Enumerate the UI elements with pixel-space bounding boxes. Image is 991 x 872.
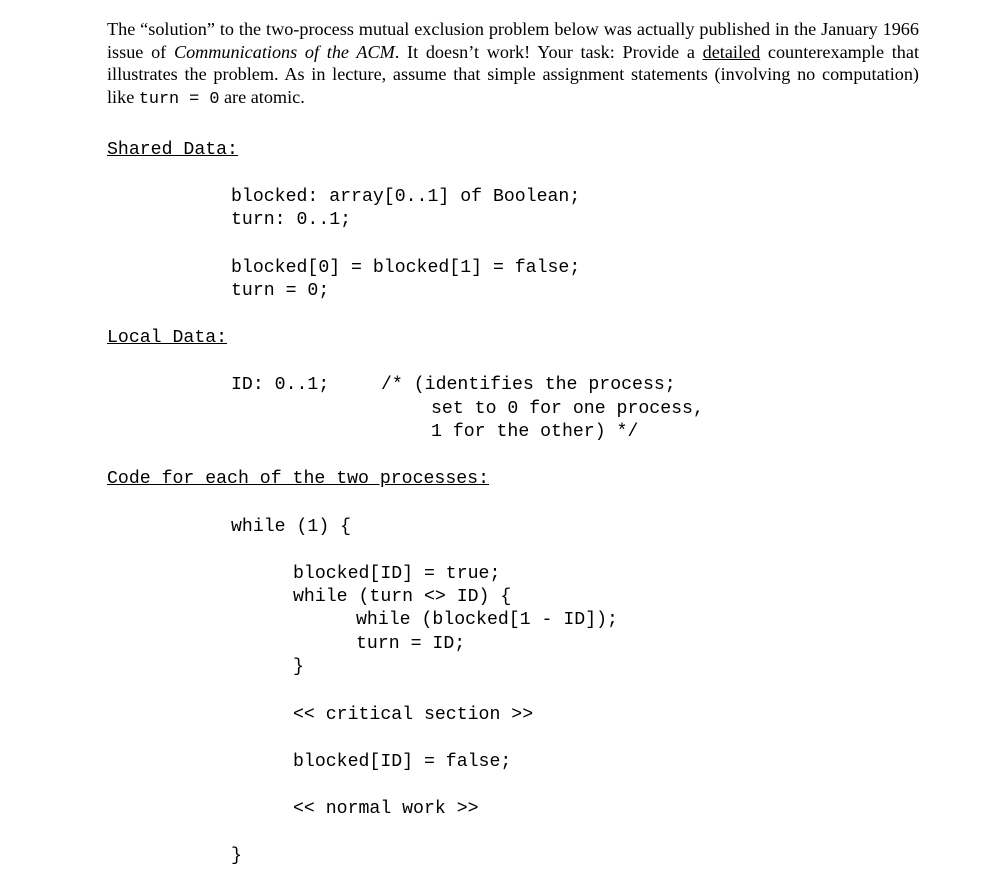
journal-title: Communications of the ACM xyxy=(173,41,395,62)
emphasis-detailed: detailed xyxy=(702,41,761,62)
intro-text-1: The “solution” to the two-process mutual exclusion problem below was actually published in the January 1966 issue of xyxy=(107,19,919,62)
shared-init-blocked: blocked[0] = blocked[1] = false; xyxy=(231,258,581,278)
local-comment-line-2: set to 0 for one process, xyxy=(431,399,704,419)
local-data-heading: Local Data: xyxy=(107,328,228,348)
local-comment-line-3: 1 for the other) */ xyxy=(431,422,639,442)
intro-text-4: are atomic. xyxy=(219,86,305,107)
inline-code-example: turn = 0 xyxy=(138,89,220,109)
code-while-turn: while (turn <> ID) { xyxy=(293,587,512,607)
problem-statement xyxy=(107,18,919,111)
code-blocked-true: blocked[ID] = true; xyxy=(293,564,501,584)
code-turn-assign: turn = ID; xyxy=(356,634,466,654)
code-critical-section: << critical section >> xyxy=(293,705,534,725)
shared-decl-turn: turn: 0..1; xyxy=(231,210,352,230)
intro-text-2: . It doesn’t work! Your task: Provide a xyxy=(394,41,703,62)
code-heading: Code for each of the two processes: xyxy=(107,469,489,489)
shared-init-turn: turn = 0; xyxy=(231,281,330,301)
local-decl-id: ID: 0..1; xyxy=(231,375,330,395)
shared-decl-blocked: blocked: array[0..1] of Boolean; xyxy=(231,187,581,207)
code-blocked-false: blocked[ID] = false; xyxy=(293,752,512,772)
intro-text-3: counterexample that illustrates the problem. As in lecture, assume that simple assignment statements (involving no computation) like xyxy=(107,41,919,107)
code-close-inner-brace: } xyxy=(293,657,304,677)
code-close-outer-brace: } xyxy=(231,846,242,866)
local-comment-line-1: /* (identifies the process; xyxy=(381,375,676,395)
code-while-outer: while (1) { xyxy=(231,517,352,537)
code-while-blocked: while (blocked[1 - ID]); xyxy=(356,610,618,630)
code-normal-work: << normal work >> xyxy=(293,799,479,819)
shared-data-heading: Shared Data: xyxy=(107,140,238,160)
